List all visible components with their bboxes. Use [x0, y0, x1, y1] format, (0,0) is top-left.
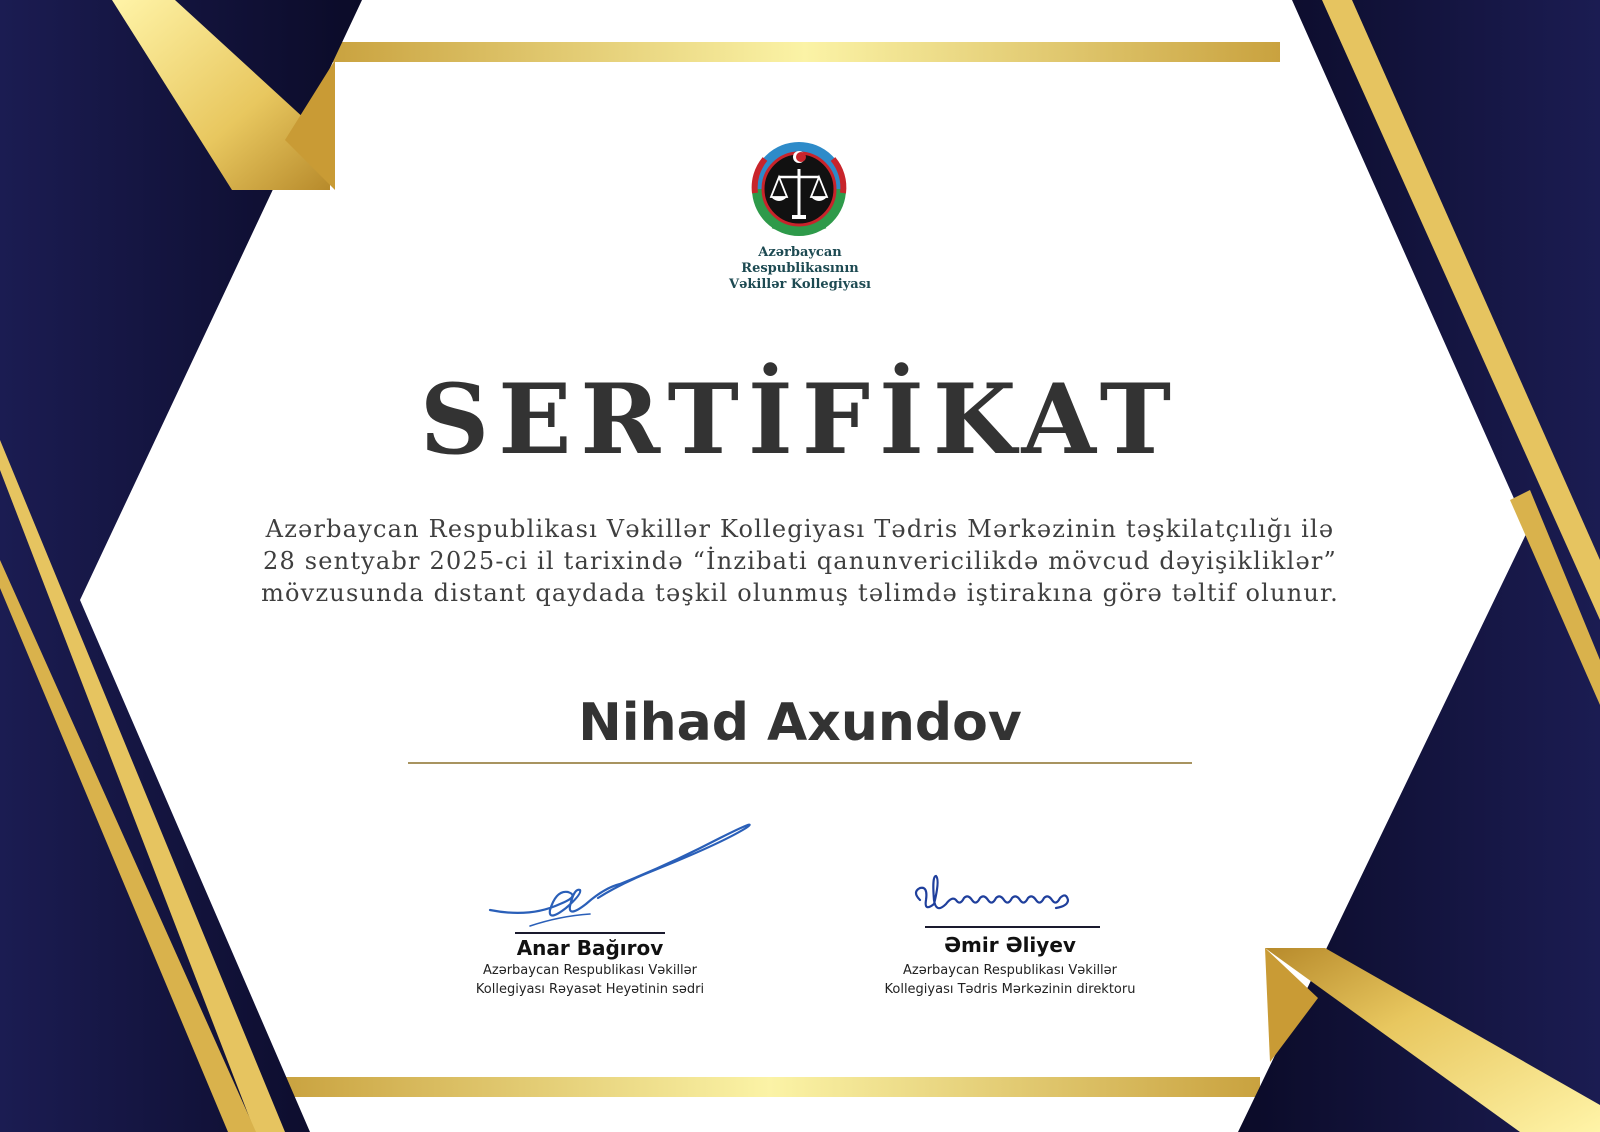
certificate-title: SERTİFİKAT: [419, 363, 1181, 476]
signatory-role: Kollegiyası Tədris Mərkəzinin direktoru: [884, 982, 1136, 997]
recipient-name: Nihad Axundov: [578, 693, 1022, 753]
certificate-body-line: 28 sentyabr 2025-ci il tarixində “İnzibati qanunvericilikdə mövcud dəyişikliklər”: [262, 547, 1338, 575]
org-name-line: Respublikasının: [741, 261, 859, 276]
signatory-role: Azərbaycan Respublikası Vəkillər: [482, 963, 698, 978]
bottom-gold-bar: [280, 1077, 1260, 1097]
signatory-role: Azərbaycan Respublikası Vəkillər: [902, 963, 1118, 978]
signature-emir-aliyev: [910, 870, 1110, 940]
org-name-line: Vəkillər Kollegiyası: [729, 277, 871, 292]
signature-anar-bagirov: [470, 818, 770, 938]
signature-line: [515, 932, 665, 934]
org-name-line: Azərbaycan: [758, 245, 842, 260]
recipient-underline: [408, 762, 1192, 764]
certificate-body-line: Azərbaycan Respublikası Vəkillər Kollegiyası Tədris Mərkəzinin təşkilatçılığı ilə: [265, 515, 1335, 543]
top-gold-bar: [330, 42, 1280, 62]
certificate-body-line: mövzusunda distant qaydada təşkil olunmuş təlimdə iştirakına görə təltif olunur.: [261, 579, 1339, 607]
signatory-name: Əmir Əliyev: [944, 933, 1076, 957]
bar-association-emblem: [743, 135, 855, 247]
signatory-name: Anar Bağırov: [516, 936, 664, 960]
signatory-role: Kollegiyası Rəyasət Heyətinin sədri: [475, 982, 705, 997]
signature-line: [925, 926, 1100, 928]
